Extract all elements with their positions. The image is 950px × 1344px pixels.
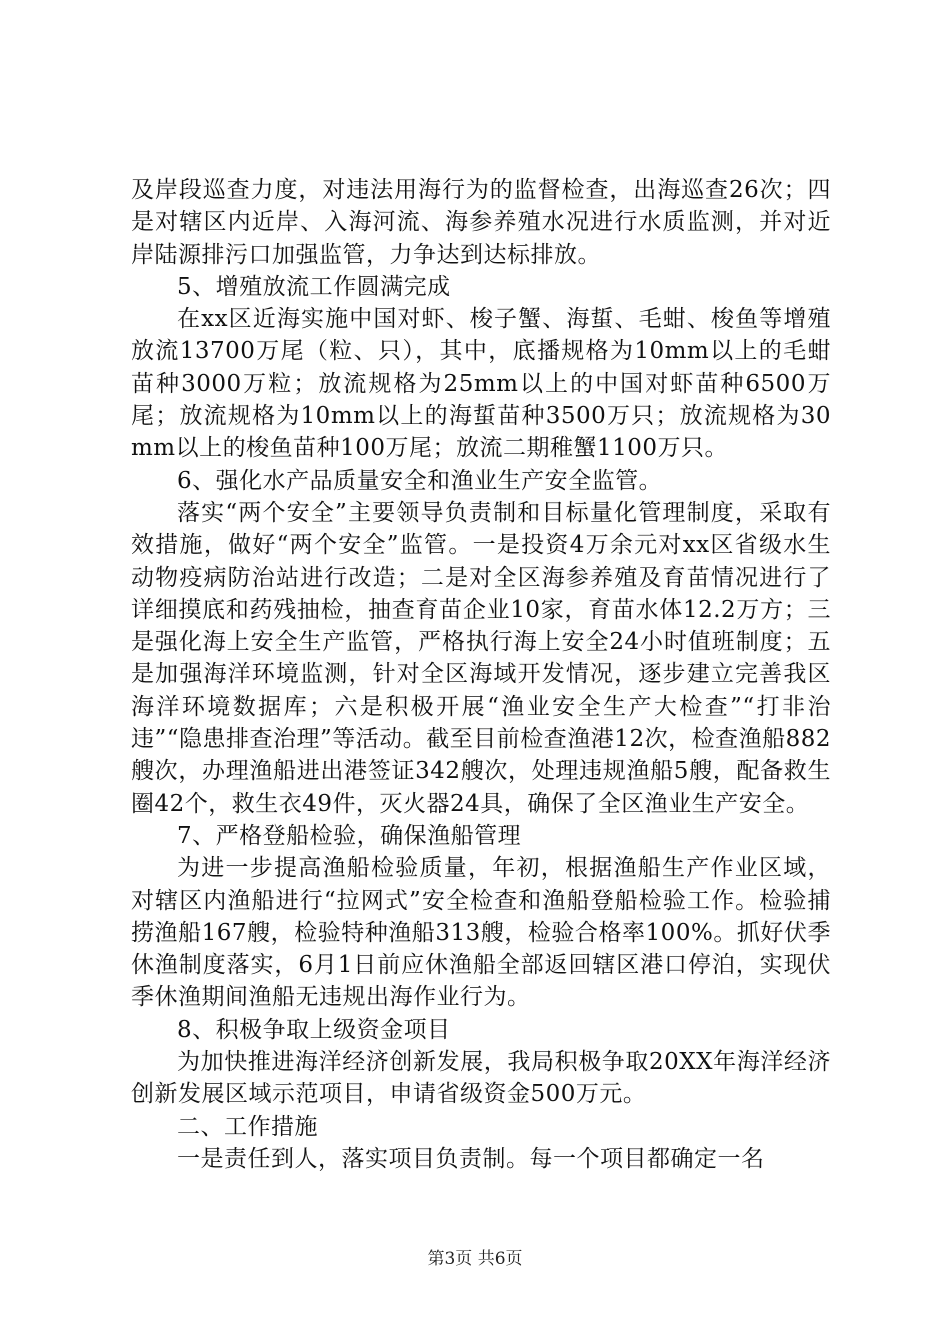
section-heading: 二、工作措施 [177,1113,318,1140]
paragraph: 及岸段巡查力度，对违法用海行为的监督检查，出海巡查26次；四是对辖区内近岸、入海河流、海参养殖水况进行水质监测，并对近岸陆源排污口加强监管，力争达到达标排放。 [131,177,831,268]
section-heading: 7、严格登船检验，确保渔船管理 [177,822,522,849]
paragraph: 落实“两个安全”主要领导负责制和目标量化管理制度，采取有效措施，做好“两个安全”监管。一是投资4万余元对xx区省级水生动物疫病防治站进行改造；二是对全区海参养殖及育苗情况进行了详细摸底和药残抽检，抽查育苗企业10家，育苗水体12.2万方；三是强化海上安全生产监管，严格执行海上安全24小时值班制度；五是加强海洋环境监测，针对全区海域开发情况，逐步建立完善我区海洋环境数据库；六是积极开展“渔业安全生产大检查”“打非治违”“隐患排查治理”等活动。截至目前检查渔港12次，检查渔船882艘次，办理渔船进出港签证342艘次，处理违规渔船5艘，配备救生圈42个，救生衣49件，灭火器24具，确保了全区渔业生产安全。 [131,499,831,817]
paragraph: 一是责任到人，落实项目负责制。每一个项目都确定一名 [177,1145,765,1172]
paragraph: 在xx区近海实施中国对虾、梭子蟹、海蜇、毛蚶、梭鱼等增殖放流13700万尾（粒、只），其中，底播规格为10mm以上的毛蚶苗种3000万粒；放流规格为25mm以上的中国对虾苗种6500万尾；放流规格为10mm以上的海蜇苗种3500万只；放流规格为30mm以上的梭鱼苗种100万尾；放流二期稚蟹1100万只。 [131,306,831,462]
section-heading: 5、增殖放流工作圆满完成 [177,273,451,300]
section-heading: 6、强化水产品质量安全和渔业生产安全监管。 [177,467,663,494]
paragraph: 为加快推进海洋经济创新发展，我局积极争取20XX年海洋经济创新发展区域示范项目，申请省级资金500万元。 [131,1049,831,1108]
section-heading: 8、积极争取上级资金项目 [177,1016,451,1043]
document-body [131,174,831,1175]
page-number-footer: 第3页 共6页 [427,1249,523,1269]
paragraph: 为进一步提高渔船检验质量，年初，根据渔船生产作业区域，对辖区内渔船进行“拉网式”安全检查和渔船登船检验工作。检验捕捞渔船167艘，检验特种渔船313艘，检验合格率100%。抓好伏季休渔制度落实，6月1日前应休渔船全部返回辖区港口停泊，实现伏季休渔期间渔船无违规出海作业行为。 [131,855,831,1011]
